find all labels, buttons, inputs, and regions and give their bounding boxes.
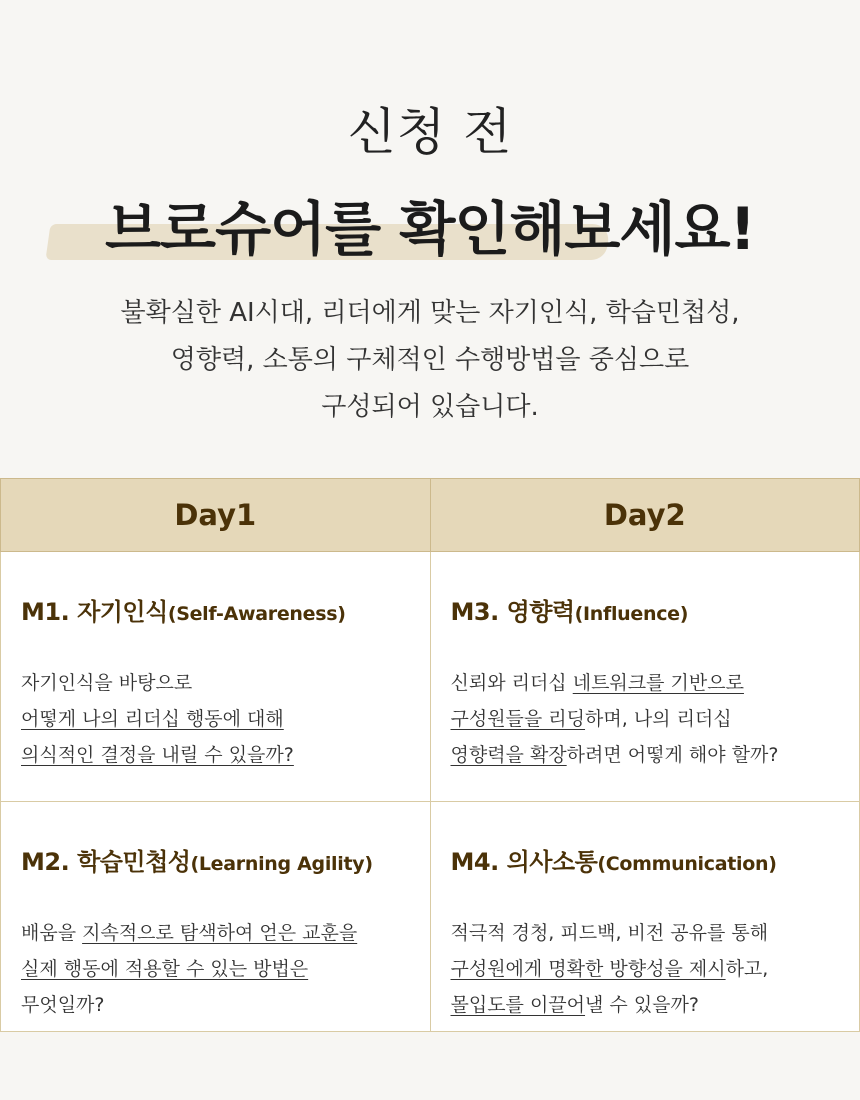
module-name: 영향력 [506, 598, 575, 626]
module-name: 자기인식 [77, 598, 168, 626]
emphasized-text: 네트워크를 기반으로 [572, 672, 744, 694]
plain-text: 하려면 어떻게 해야 할까? [566, 744, 779, 766]
module-english-name: (Learning Agility) [190, 853, 373, 875]
emphasized-text: 구성원에게 명확한 방향성을 제시 [450, 958, 726, 980]
plain-text: 낼 수 있을까? [585, 994, 699, 1016]
module-description [21, 665, 430, 773]
plain-text: 하고, [725, 958, 769, 980]
hero-title-bold: 브로슈어를 확인해보세요! [105, 195, 755, 263]
module-title [451, 592, 860, 627]
plain-text: 배움을 [21, 922, 83, 944]
module-description [21, 915, 430, 1023]
description-line [21, 701, 430, 737]
table-row [1, 802, 860, 1032]
description-line [451, 951, 860, 987]
plain-text: 적극적 경청, 피드백, 비전 공유를 통해 [450, 922, 769, 944]
module-code: M1. [21, 598, 70, 626]
curriculum-table [0, 478, 860, 1032]
module-description [451, 915, 860, 1023]
hero-title-light: 신청 전 [347, 103, 513, 161]
description-line: 불확실한 AI시대, 리더에게 맞는 자기인식, 학습민첩성, [120, 298, 740, 328]
module-english-name: (Self-Awareness) [167, 603, 346, 625]
module-title [21, 592, 430, 627]
description-line [451, 701, 860, 737]
plain-text: 무엇일까? [21, 994, 105, 1016]
emphasized-text: 의식적인 결정을 내릴 수 있을까? [21, 744, 294, 766]
module-code: M3. [450, 598, 499, 626]
header-day2: Day2 [430, 479, 860, 552]
description-line [21, 665, 430, 701]
description-line [21, 737, 430, 773]
module-english-name: (Communication) [597, 853, 777, 875]
plain-text: 신뢰와 리더십 [450, 672, 573, 694]
description-line [451, 737, 860, 773]
module-title [21, 842, 430, 877]
plain-text: 하며, 나의 리더십 [585, 708, 732, 730]
module-description [451, 665, 860, 773]
emphasized-text: 구성원들을 리딩 [450, 708, 586, 730]
module-code: M4. [450, 848, 499, 876]
module-name: 학습민첩성 [77, 848, 191, 876]
description-line: 영향력, 소통의 구체적인 수행방법을 중심으로 [170, 345, 690, 375]
header-day1: Day1 [1, 479, 431, 552]
description-line [451, 915, 860, 951]
description-line: 구성되어 있습니다. [321, 392, 539, 422]
description-line [451, 987, 860, 1023]
module-code: M2. [21, 848, 70, 876]
hero-section [0, 0, 860, 478]
description-line [21, 987, 430, 1023]
description-line [21, 951, 430, 987]
emphasized-text: 영향력을 확장 [450, 744, 567, 766]
emphasized-text: 어떻게 나의 리더십 행동에 대해 [21, 708, 284, 730]
module-cell-m4 [430, 802, 860, 1032]
table-row [1, 552, 860, 802]
plain-text: 자기인식을 바탕으로 [21, 672, 193, 694]
module-cell-m1 [1, 552, 431, 802]
hero-description [40, 290, 820, 431]
table-header-row [1, 479, 860, 552]
emphasized-text: 지속적으로 탐색하여 얻은 교훈을 [82, 922, 358, 944]
description-line [451, 665, 860, 701]
module-cell-m2 [1, 802, 431, 1032]
module-name: 의사소통 [506, 848, 598, 876]
module-cell-m3 [430, 552, 860, 802]
description-line [21, 915, 430, 951]
module-title [451, 842, 860, 877]
module-english-name: (Influence) [574, 603, 689, 625]
emphasized-text: 실제 행동에 적용할 수 있는 방법은 [21, 958, 309, 980]
emphasized-text: 몰입도를 이끌어 [450, 994, 586, 1016]
